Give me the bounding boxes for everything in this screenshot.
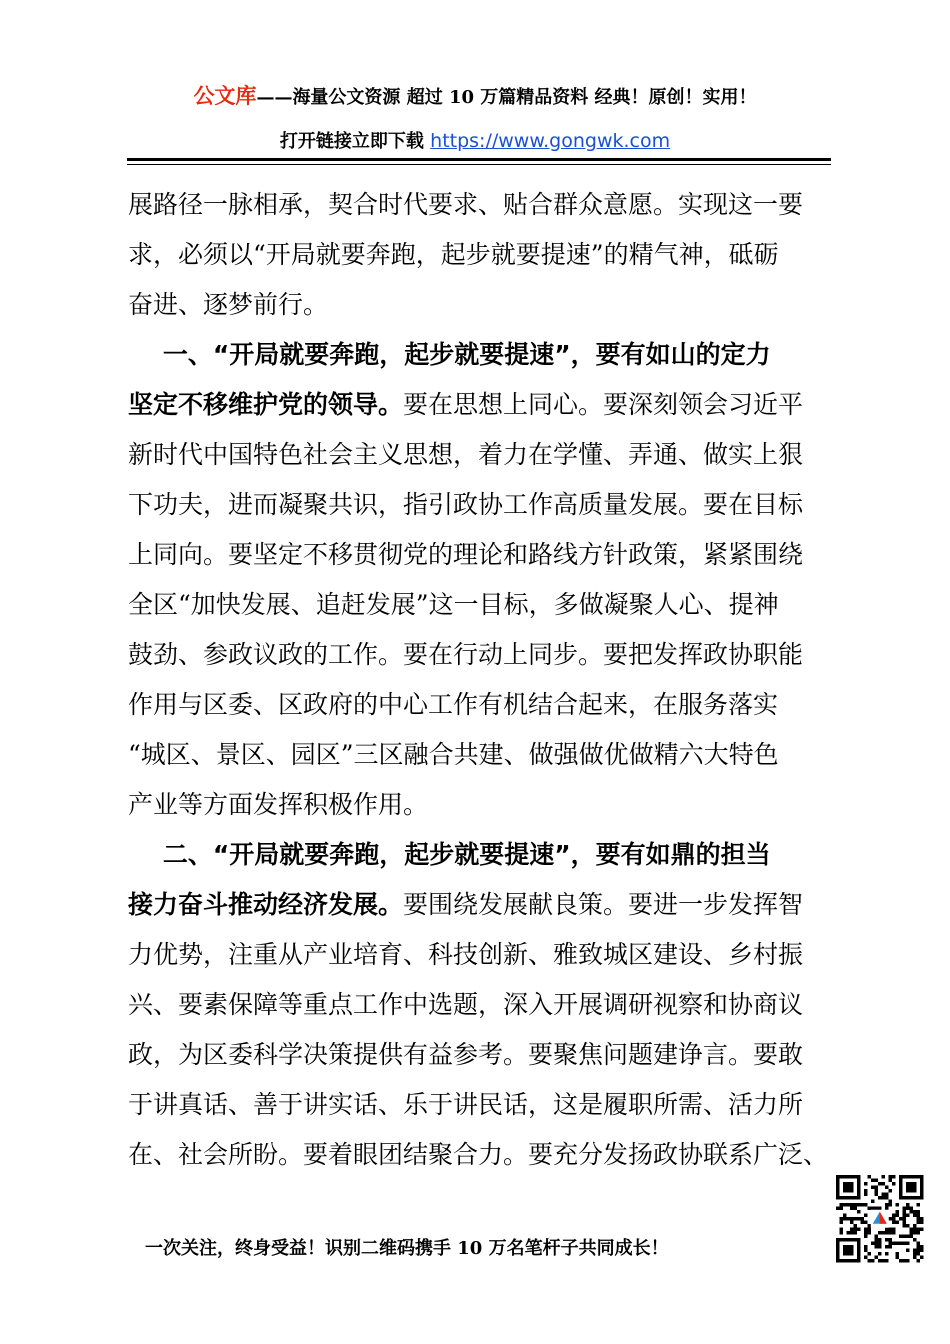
body-text: 于讲真话、善于讲实话、乐于讲民话，这是履职所需、活力所 <box>128 1090 804 1119</box>
body-text: 求，必须以“开局就要奔跑，起步就要提速”的精气神，砥砺 <box>128 240 779 269</box>
body-text: “城区、景区、园区”三区融合共建、做强做优做精六大特色 <box>128 740 779 769</box>
body-text: 新时代中国特色社会主义思想，着力在学懂、弄通、做实上狠 <box>128 440 804 469</box>
header-divider-thick <box>127 158 831 161</box>
body-line <box>128 580 836 630</box>
section-heading: 坚定不移维护党的领导。 <box>128 390 404 419</box>
body-line <box>128 480 836 530</box>
download-link[interactable]: https://www.gongwk.com <box>430 130 671 152</box>
section-heading: 一、“开局就要奔跑，起步就要提速”，要有如山的定力 <box>128 340 771 369</box>
body-line <box>128 980 836 1030</box>
body-line <box>128 530 836 580</box>
body-line <box>128 180 836 230</box>
body-line <box>128 280 836 330</box>
body-text: 兴、要素保障等重点工作中选题，深入开展调研视察和协商议 <box>128 990 804 1019</box>
body-text: 产业等方面发挥积极作用。 <box>128 790 429 819</box>
body-text: 鼓劲、参政议政的工作。要在行动上同步。要把发挥政协职能 <box>128 640 804 669</box>
body-text: 展路径一脉相承，契合时代要求、贴合群众意愿。实现这一要 <box>128 190 804 219</box>
body-line <box>128 1080 836 1130</box>
body-line <box>128 680 836 730</box>
section-heading: 接力奋斗推动经济发展。 <box>128 890 404 919</box>
body-line <box>128 930 836 980</box>
header-tagline: ——海量公文资源 超过 10 万篇精品资料 经典！原创！实用！ <box>256 87 757 108</box>
header-banner <box>0 83 950 111</box>
download-line <box>0 127 950 156</box>
body-line <box>128 880 836 930</box>
document-body <box>128 180 836 1180</box>
section-heading: 二、“开局就要奔跑，起步就要提速”，要有如鼎的担当 <box>128 840 771 869</box>
body-line <box>128 630 836 680</box>
body-text: 要在思想上同心。要深刻领会习近平 <box>403 390 804 419</box>
body-text: 在、社会所盼。要着眼团结聚合力。要充分发扬政协联系广泛、 <box>128 1140 829 1169</box>
brand-name: 公文库 <box>193 83 257 108</box>
body-line <box>128 380 836 430</box>
body-text: 要围绕发展献良策。要进一步发挥智 <box>403 890 804 919</box>
body-line <box>128 830 836 880</box>
download-label: 打开链接立即下载 <box>279 131 431 152</box>
header-divider-thin <box>127 164 831 165</box>
body-line <box>128 780 836 830</box>
body-text: 力优势，注重从产业培育、科技创新、雅致城区建设、乡村振 <box>128 940 804 969</box>
body-line <box>128 430 836 480</box>
body-text: 全区“加快发展、追赶发展”这一目标，多做凝聚人心、提神 <box>128 590 779 619</box>
footer-slogan: 一次关注，终身受益！识别二维码携手 10 万名笔杆子共同成长！ <box>145 1238 669 1259</box>
body-text: 政，为区委科学决策提供有益参考。要聚焦问题建诤言。要敢 <box>128 1040 804 1069</box>
qr-code-icon <box>831 1173 929 1265</box>
body-line <box>128 230 836 280</box>
body-line <box>128 1130 836 1180</box>
body-text: 作用与区委、区政府的中心工作有机结合起来，在服务落实 <box>128 690 779 719</box>
body-line <box>128 1030 836 1080</box>
body-text: 奋进、逐梦前行。 <box>128 290 329 319</box>
body-text: 上同向。要坚定不移贯彻党的理论和路线方针政策，紧紧围绕 <box>128 540 804 569</box>
body-line <box>128 730 836 780</box>
body-text: 下功夫，进而凝聚共识，指引政协工作高质量发展。要在目标 <box>128 490 804 519</box>
body-line <box>128 330 836 380</box>
